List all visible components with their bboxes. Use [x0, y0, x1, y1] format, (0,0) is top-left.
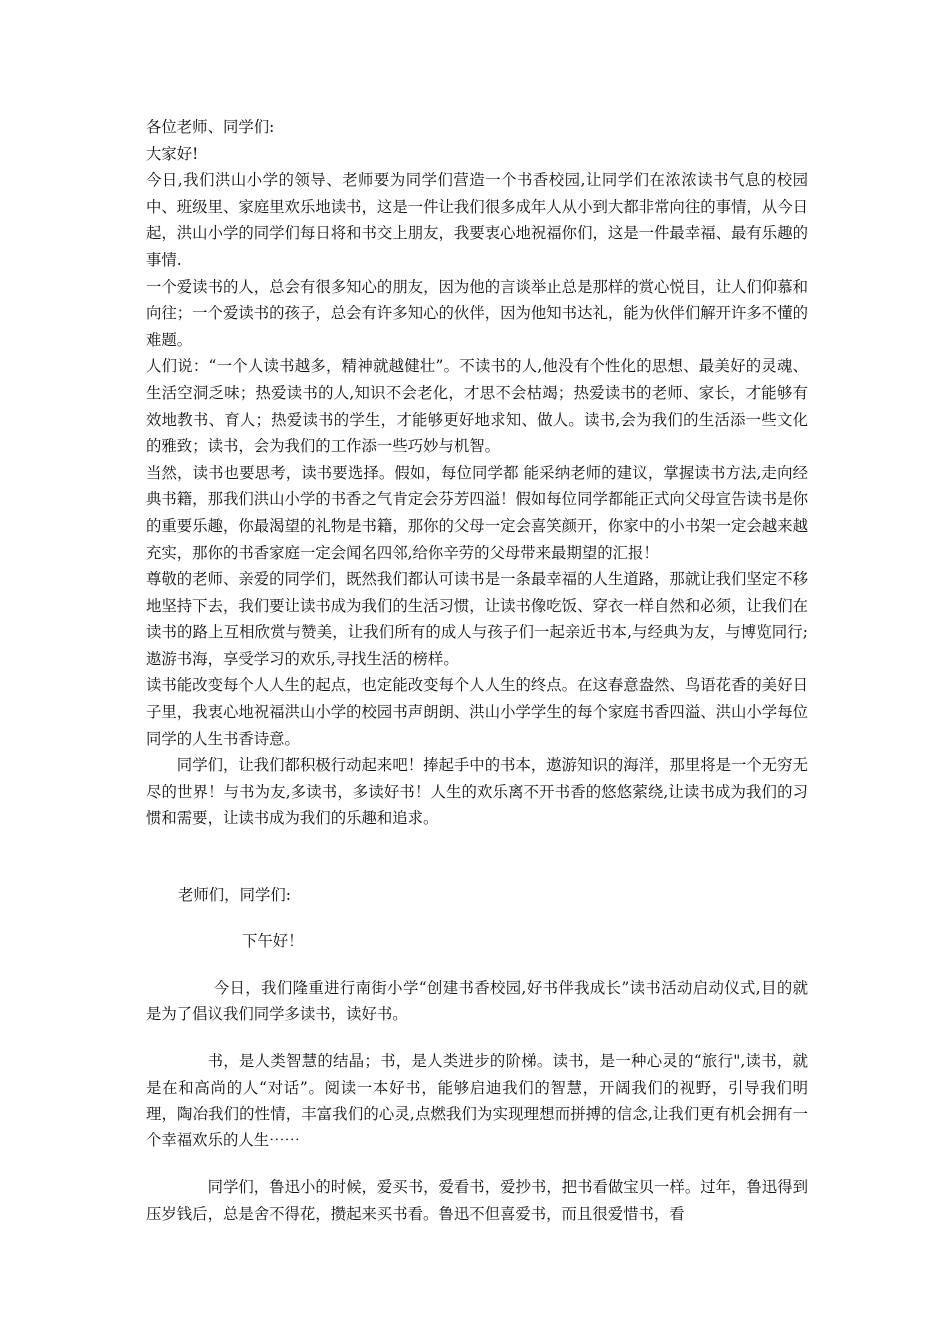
- speech-two: [146, 882, 808, 1227]
- paragraph: 今日，我们隆重进行南街小学“创建书香校园,好书伴我成长”读书活动启动仪式,目的就是为了倡议我们同学多读书，读好书。: [146, 978, 808, 1023]
- paragraph: 书，是人类智慧的结晶；书，是人类进步的阶梯。读书，是一种心灵的“旅行",读书，就是在和高尚的人“对话”。阅读一本好书，能够启迪我们的智慧，开阔我们的视野，引导我们明理，陶冶我们的性情，丰富我们的心灵,点燃我们为实现理想而拼搏的信念,让我们更有机会拥有一个幸福欢乐的人生⋯⋯: [146, 1052, 808, 1150]
- greeting: 大家好!: [146, 144, 199, 163]
- paragraph: 同学们，鲁迅小的时候，爱买书，爱看书，爱抄书，把书看做宝贝一样。过年，鲁迅得到压岁钱后，总是舍不得花，攒起来买书看。鲁迅不但喜爱书，而且很爱惜书，看: [146, 1178, 808, 1223]
- paragraph: 读书能改变每个人人生的起点，也定能改变每个人人生的终点。在这春意盎然、鸟语花香的美好日子里，我衷心地祝福洪山小学的校园书声朗朗、洪山小学学生的每个家庭书香四溢、洪山小学每位同学的人生书香诗意。: [146, 676, 808, 748]
- closing-paragraph: 同学们，让我们都积极行动起来吧！捧起手中的书本，遨游知识的海洋，那里将是一个无穷无尽的世界！与书为友,多读书，多读好书！人生的欢乐离不开书香的悠悠萦绕,让读书成为我们的习惯和需要，让读书成为我们的乐趣和追求。: [146, 756, 808, 828]
- greeting: 下午好！: [242, 932, 304, 951]
- speech-one: [146, 114, 808, 832]
- salutation: 老师们，同学们:: [178, 886, 291, 905]
- paragraph: 当然，读书也要思考，读书要选择。假如，每位同学都 能采纳老师的建议，掌握读书方法,走向经典书籍，那我们洪山小学的书香之气肯定会芬芳四溢！假如每位同学都能正式向父母宣告读书是你的重要乐趣，你最渴望的礼物是书籍，那你的父母一定会喜笑颜开，你家中的小书架一定会越来越充实，那你的书香家庭一定会闻名四邻,给你辛劳的父母带来最期望的汇报！: [146, 463, 808, 562]
- paragraph: 今日,我们洪山小学的领导、老师要为同学们营造一个书香校园,让同学们在浓浓读书气息的校园中、班级里、家庭里欢乐地读书，这是一件让我们很多成年人从小到大都非常向往的事情，从今日起，洪山小学的同学们每日将和书交上朋友，我要衷心地祝福你们，这是一件最幸福、最有乐趣的事情.: [146, 171, 808, 269]
- document-page: [146, 114, 808, 1227]
- paragraph: 人们说：“一个人读书越多，精神就越健壮”。不读书的人,他没有个性化的思想、最美好的灵魂、生活空洞乏味；热爱读书的人,知识不会老化，才思不会枯竭；热爱读书的老师、家长，才能够有效地教书、育人；热爱读书的学生，才能够更好地求知、做人。读书,会为我们的生活添一些文化的雅致；读书，会为我们的工作添一些巧妙与机智。: [146, 357, 808, 456]
- salutation: 各位老师、同学们:: [146, 118, 275, 136]
- paragraph: 尊敬的老师、亲爱的同学们，既然我们都认可读书是一条最幸福的人生道路，那就让我们坚定不移地坚持下去，我们要让读书成为我们的生活习惯，让读书像吃饭、穿衣一样自然和必须，让我们在读书的路上互相欣赏与赞美，让我们所有的成人与孩子们一起亲近书本,与经典为友，与博览同行;遨游书海，享受学习的欢乐,寻找生活的榜样。: [146, 570, 808, 668]
- paragraph: 一个爱读书的人，总会有很多知心的朋友，因为他的言谈举止总是那样的赏心悦目，让人们仰慕和向往；一个爱读书的孩子，总会有许多知心的伙伴，因为他知书达礼，能为伙伴们解开许多不懂的难题。: [146, 277, 808, 349]
